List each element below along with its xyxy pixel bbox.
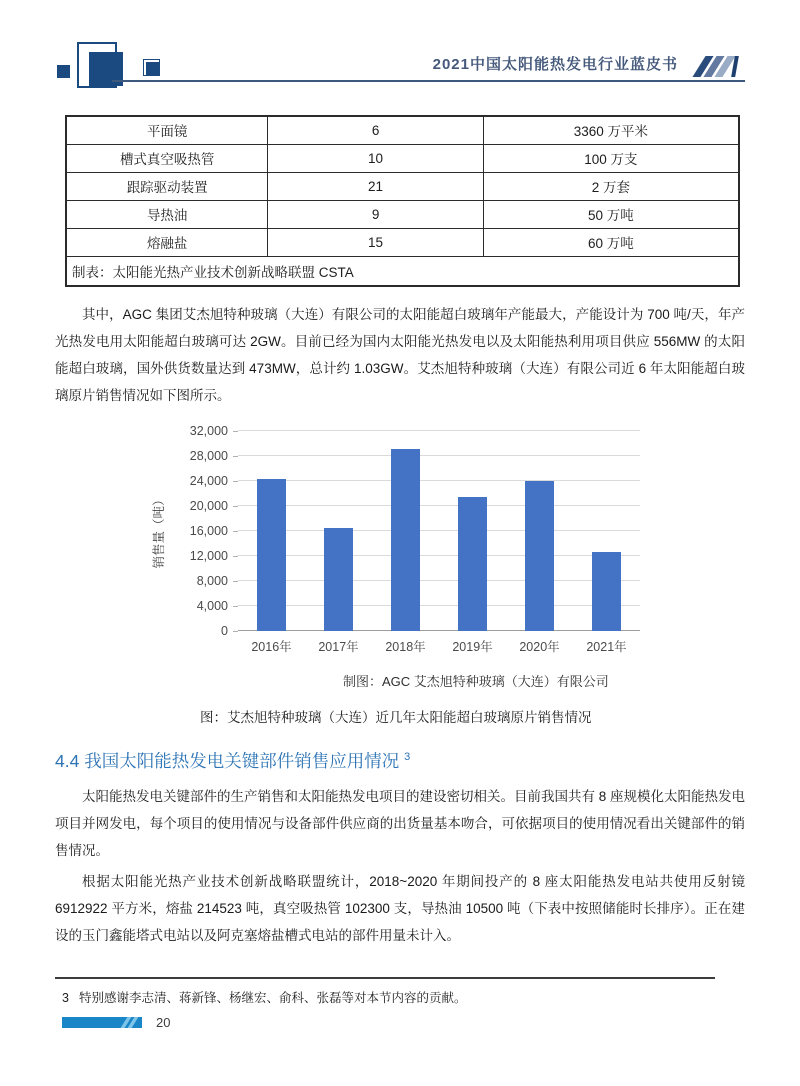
y-tick-label: 24,000: [190, 474, 238, 488]
component-amount: 2 万套: [483, 172, 739, 200]
component-count: 9: [268, 200, 483, 228]
component-amount: 3360 万平米: [483, 116, 739, 144]
footnote-text: 特别感谢李志清、蒋新锋、杨继宏、俞科、张磊等对本节内容的贡献。: [78, 991, 467, 1005]
component-amount: 100 万支: [483, 144, 739, 172]
document-title: 2021中国太阳能热发电行业蓝皮书: [432, 56, 678, 73]
bar-2017: [324, 528, 353, 631]
table-row: [66, 116, 739, 144]
component-count: 10: [268, 144, 483, 172]
bar-2016: [257, 479, 286, 632]
footnote-ref: 3: [404, 751, 411, 764]
component-name: 熔融盐: [66, 228, 268, 256]
figure-caption: 图：艾杰旭特种玻璃（大连）近几年太阳能超白玻璃原片销售情况: [200, 710, 592, 725]
body-paragraph: 太阳能热发电关键部件的生产销售和太阳能热发电项目的建设密切相关。目前我国共有 8 座规模化太阳能热发电项目并网发电，每个项目的使用情况与设备部件供应商的出货量基本吻合，可依据项目的使用情况看出关键部件的销售情况。: [55, 789, 746, 858]
body-paragraph: 其中，AGC 集团艾杰旭特种玻璃（大连）有限公司的太阳能超白玻璃年产能最大，产能设计为 700 吨/天，年产光热发电用太阳能超白玻璃可达 2GW。目前已经为国内太阳能光热发电以及太阳能热利用项目供应 556MW 的太阳能超白玻璃，国外供货数量达到 473MW，总计约 1.03GW。艾杰旭特种玻璃（大连）有限公司近 6 年太阳能超白玻璃原片销售情况如下图所示。: [55, 307, 745, 403]
footnote: [62, 988, 466, 1006]
component-name: 平面镜: [66, 116, 268, 144]
component-name: 槽式真空吸热管: [66, 144, 268, 172]
footnote-divider: [55, 977, 715, 979]
y-tick-label: 12,000: [190, 549, 238, 563]
table-row: [66, 172, 739, 200]
page-header: [0, 0, 800, 82]
component-count: 15: [268, 228, 483, 256]
y-axis-ticks: [170, 424, 238, 638]
component-name: 导热油: [66, 200, 268, 228]
bar-2018: [391, 449, 420, 632]
x-tick-label: 2021年: [586, 640, 627, 654]
page-content: [0, 115, 800, 949]
chart-bars: [238, 431, 640, 631]
logo-square-filled-2: [146, 62, 159, 75]
bar-2021: [592, 552, 621, 631]
component-count: 21: [268, 172, 483, 200]
footer-bar-icon: [62, 1017, 142, 1028]
footnote-number: 3: [62, 991, 69, 1005]
table-row: [66, 200, 739, 228]
y-tick-label: 0: [221, 624, 238, 638]
blue-squares-logo-icon: [55, 40, 170, 92]
page-footer: [62, 1015, 170, 1030]
bar-2020: [525, 481, 554, 631]
chart-plot: [238, 431, 640, 631]
y-tick-label: 32,000: [190, 424, 238, 438]
table-row: [66, 228, 739, 256]
y-tick-label: 4,000: [197, 599, 238, 613]
component-amount: 50 万吨: [483, 200, 739, 228]
components-table: [65, 115, 740, 287]
chart-credit: 制图：AGC 艾杰旭特种玻璃（大连）有限公司: [343, 674, 609, 689]
x-tick-label: 2017年: [318, 640, 359, 654]
chart-area: [152, 424, 640, 638]
x-axis-labels: [238, 637, 640, 655]
body-paragraph: 根据太阳能光热产业技术创新战略联盟统计，2018~2020 年期间投产的 8 座太阳能热发电站共使用反射镜 6912922 平方米，熔盐 214523 吨，真空吸热管 102300 支，导热油 10500 吨（下表中按照储能时长排序）。正在建设的玉门鑫能塔式电站以及阿克塞熔盐槽式电站的部件用量未计入。: [55, 874, 745, 943]
section-heading-text: 4.4 我国太阳能热发电关键部件销售应用情况: [55, 751, 400, 771]
triple-slash-icon: [691, 56, 743, 77]
y-tick-label: 20,000: [190, 499, 238, 513]
section-heading: [55, 748, 745, 773]
table-row: [66, 144, 739, 172]
logo-square-small: [57, 65, 70, 78]
header-divider: [112, 80, 745, 82]
x-tick-label: 2016年: [251, 640, 292, 654]
y-tick-label: 16,000: [190, 524, 238, 538]
table-source-note: 制表：太阳能光热产业技术创新战略联盟 CSTA: [66, 256, 739, 286]
x-tick-label: 2019年: [452, 640, 493, 654]
y-tick-label: 8,000: [197, 574, 238, 588]
y-axis-title: 销售量（吨）: [152, 493, 166, 569]
table-footer-row: [66, 256, 739, 286]
component-amount: 60 万吨: [483, 228, 739, 256]
y-tick-label: 28,000: [190, 449, 238, 463]
x-tick-label: 2020年: [519, 640, 560, 654]
page-number: 20: [156, 1015, 171, 1030]
sales-bar-chart: [55, 424, 745, 726]
x-tick-label: 2018年: [385, 640, 426, 654]
component-count: 6: [268, 116, 483, 144]
bar-2019: [458, 497, 487, 631]
component-name: 跟踪驱动装置: [66, 172, 268, 200]
